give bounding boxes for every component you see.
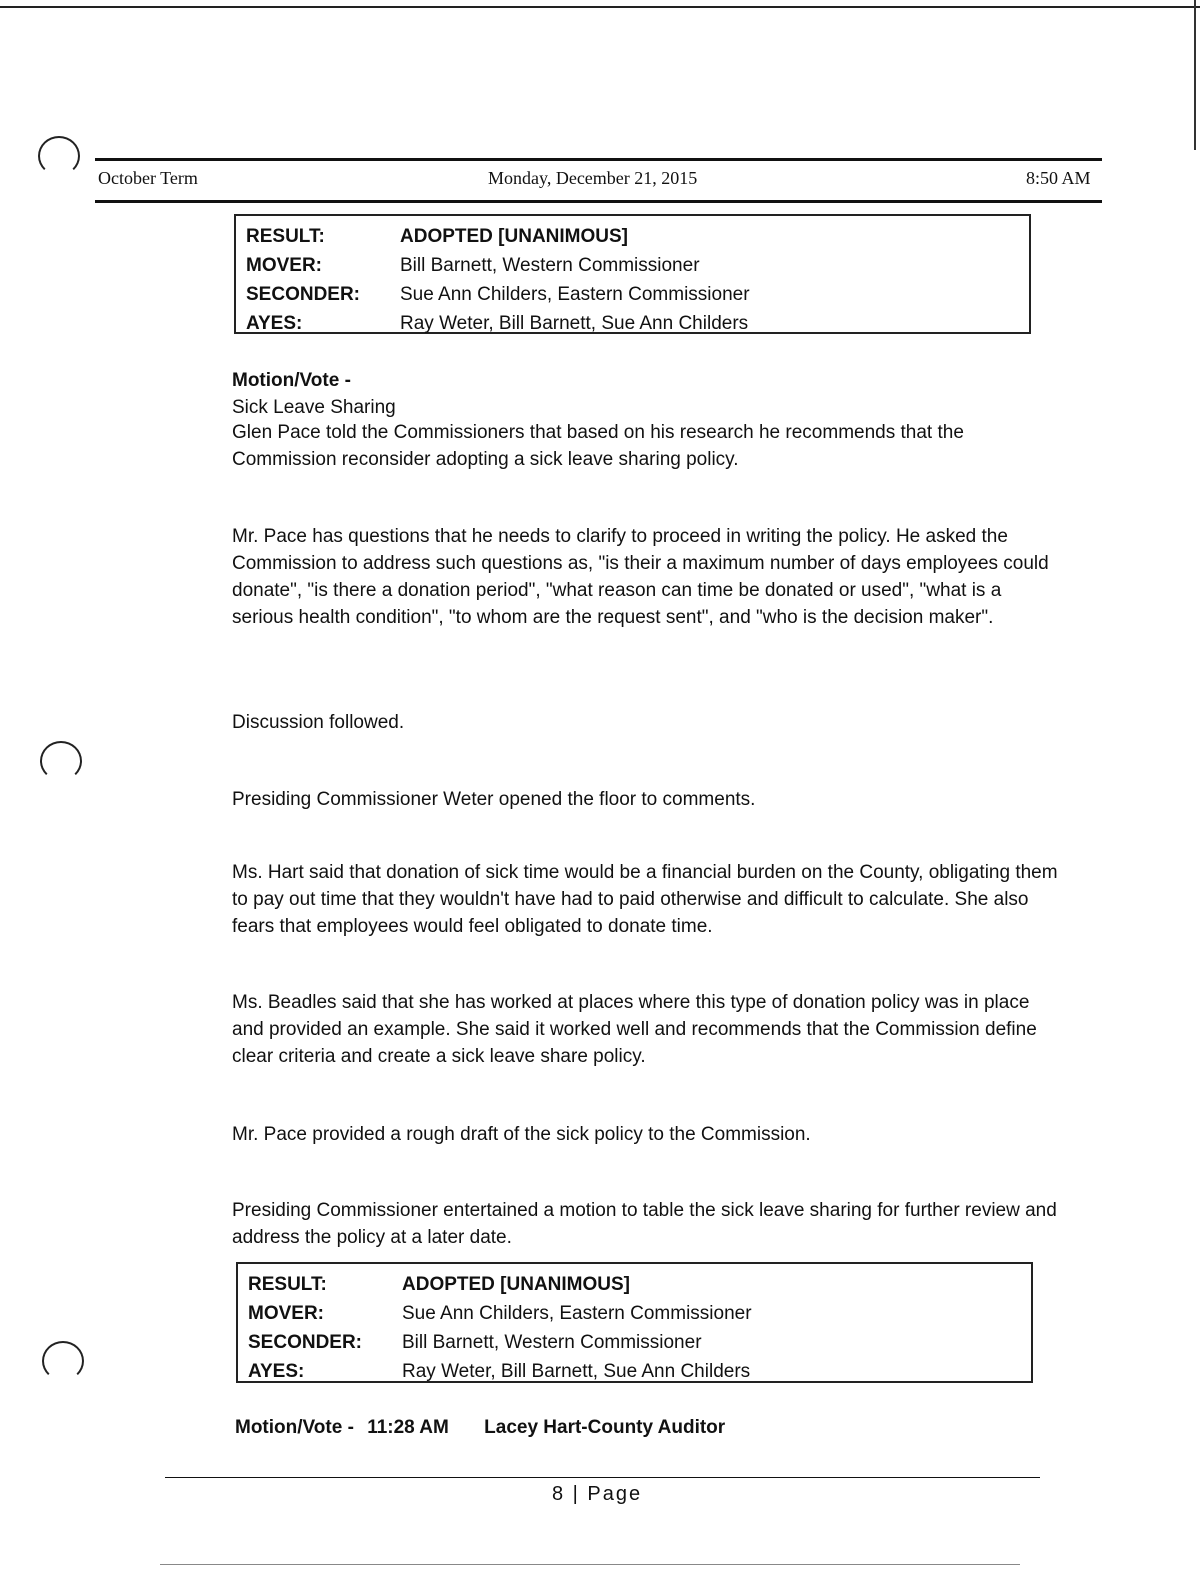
header-top-rule: [95, 158, 1102, 161]
vote-value-ayes: Ray Weter, Bill Barnett, Sue Ann Childers: [400, 313, 749, 334]
vote-row-seconder: [246, 280, 1019, 309]
next-motion-time: 11:28 AM: [367, 1417, 449, 1438]
paragraph-pace-questions: Mr. Pace has questions that he needs to clarify to proceed in writing the policy. He asked the Commission to address such questions as, "is their a maximum number of days employees could donate", "is there a donation period", "what reason can time be donated or used", "what is a serious health condition", "to whom are the request sent", and "who is the decision maker".: [232, 526, 1049, 628]
vote-value-result: ADOPTED [UNANIMOUS]: [400, 226, 628, 247]
vote-label-mover: MOVER:: [246, 255, 322, 276]
scan-edge-right: [1194, 0, 1196, 150]
paragraph-pace-recommendation: Glen Pace told the Commissioners that based on his research he recommends that the Commission reconsider adopting a sick leave sharing policy.: [232, 422, 964, 470]
header-bottom-rule: [95, 200, 1102, 203]
vote-label-ayes: AYES:: [246, 313, 303, 334]
paragraph-hart-comment: Ms. Hart said that donation of sick time would be a financial burden on the County, obligating them to pay out time that they wouldn't have had to paid otherwise and difficult to calculate. She also fears that employees would feel obligated to donate time.: [232, 862, 1058, 937]
vote-value-seconder: Sue Ann Childers, Eastern Commissioner: [400, 284, 750, 305]
next-motion-label: Motion/Vote -: [235, 1417, 354, 1438]
vote-row-mover: [246, 251, 1019, 280]
motion-heading: Motion/Vote -: [232, 370, 351, 391]
vote-label-result: RESULT:: [246, 226, 325, 247]
header-date: Monday, December 21, 2015: [488, 168, 698, 188]
vote-value-mover: Bill Barnett, Western Commissioner: [400, 255, 700, 276]
paragraph-beadles-comment: Ms. Beadles said that she has worked at places where this type of donation policy was in place and provided an example. She said it worked well and recommends that the Commission define clear criteria and create a sick leave share policy.: [232, 992, 1037, 1067]
vote-label-seconder: SECONDER:: [246, 284, 361, 305]
paragraph-table-motion: Presiding Commissioner entertained a motion to table the sick leave sharing for further review and address the policy at a later date.: [232, 1200, 1057, 1248]
paragraph-rough-draft: Mr. Pace provided a rough draft of the sick policy to the Commission.: [232, 1124, 811, 1145]
vote-result-box-2: [236, 1262, 1033, 1383]
punch-hole-middle: [40, 741, 82, 781]
vote-row-result: [248, 1270, 1021, 1299]
scan-edge-top: [0, 6, 1200, 8]
vote-label-result: RESULT:: [248, 1274, 327, 1295]
vote-value-mover: Sue Ann Childers, Eastern Commissioner: [402, 1303, 752, 1324]
next-motion-line: [235, 1414, 1065, 1441]
punch-hole-top: [38, 136, 80, 176]
paragraph-discussion: Discussion followed.: [232, 712, 405, 733]
header-term: October Term: [98, 168, 198, 188]
footer-rule: [165, 1477, 1040, 1478]
vote-row-mover: [248, 1299, 1021, 1328]
vote-label-mover: MOVER:: [248, 1303, 324, 1324]
next-motion-title: Lacey Hart-County Auditor: [484, 1417, 726, 1438]
vote-value-ayes: Ray Weter, Bill Barnett, Sue Ann Childers: [402, 1361, 751, 1382]
punch-hole-bottom: [42, 1341, 84, 1381]
paragraph-floor-open: Presiding Commissioner Weter opened the floor to comments.: [232, 789, 756, 810]
vote-row-seconder: [248, 1328, 1021, 1357]
vote-value-seconder: Bill Barnett, Western Commissioner: [402, 1332, 702, 1353]
vote-value-result: ADOPTED [UNANIMOUS]: [402, 1274, 630, 1295]
vote-result-box-1: [234, 214, 1031, 334]
scan-edge-bottom: [160, 1564, 1020, 1565]
vote-row-result: [246, 222, 1019, 251]
vote-label-ayes: AYES:: [248, 1361, 305, 1382]
motion-topic: Sick Leave Sharing: [232, 397, 396, 418]
vote-row-ayes: [248, 1357, 1021, 1386]
vote-label-seconder: SECONDER:: [248, 1332, 363, 1353]
page-number: 8 | Page: [552, 1483, 643, 1505]
header-time: 8:50 AM: [1026, 168, 1091, 188]
vote-row-ayes: [246, 309, 1019, 338]
